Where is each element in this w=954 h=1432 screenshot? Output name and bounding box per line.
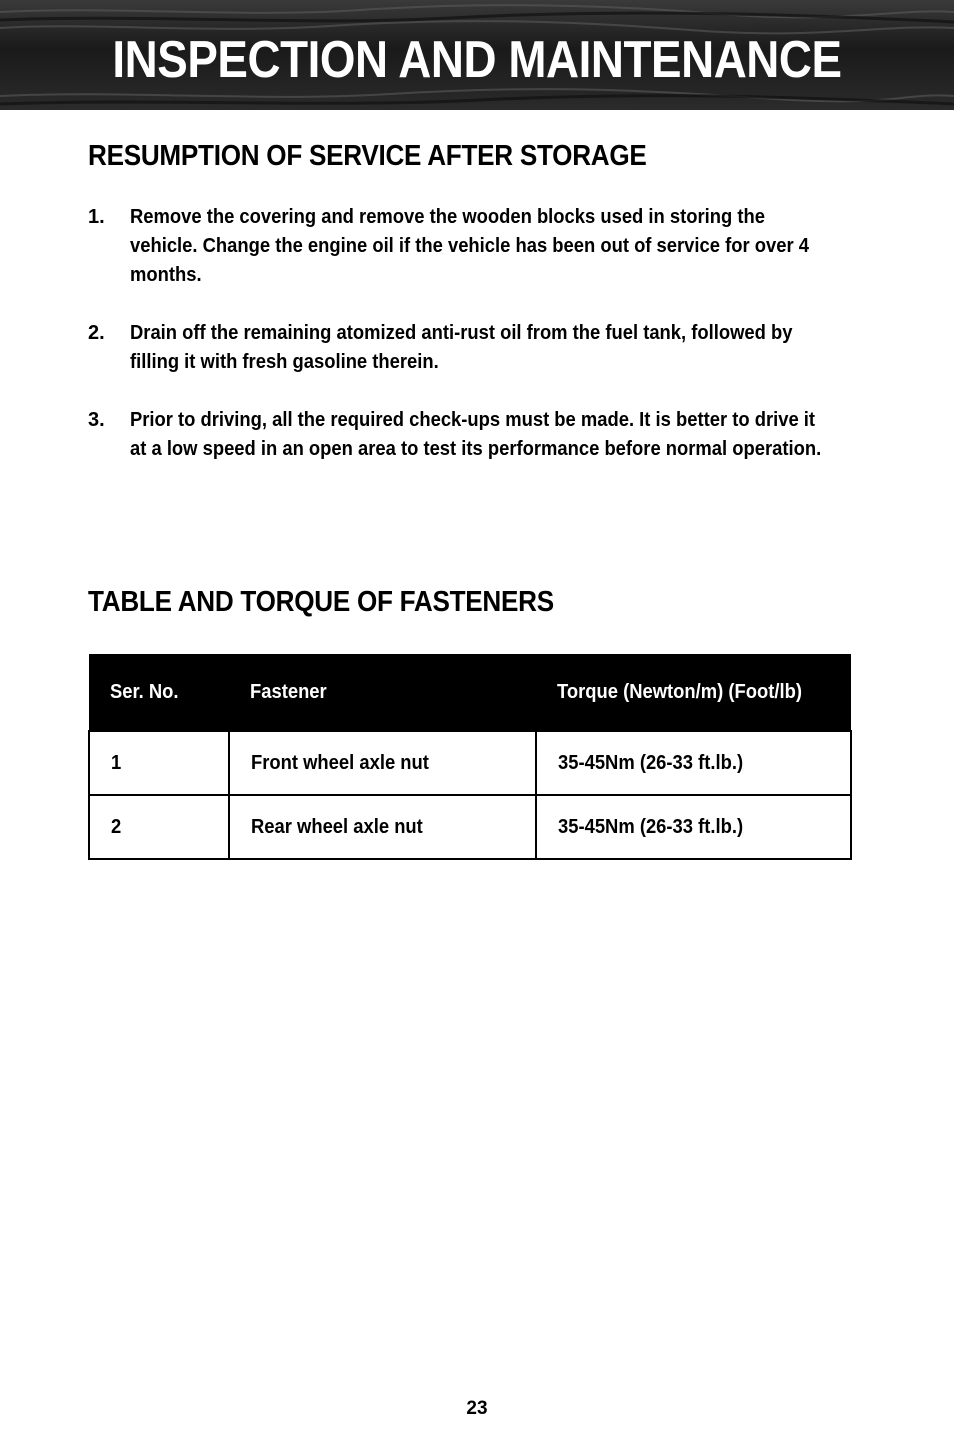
cell-ser-no: 1 (89, 731, 229, 795)
table-header-row (89, 654, 851, 731)
torque-heading: TABLE AND TORQUE OF FASTENERS (88, 586, 554, 618)
step-text: Drain off the remaining atomized anti-rust oil from the fuel tank, followed by filling it with fresh gasoline therein. (130, 322, 793, 373)
step-item (88, 406, 888, 464)
column-header-torque: Torque (Newton/m) (Foot/lb) (536, 654, 851, 731)
table-row (89, 731, 851, 795)
cell-fastener: Rear wheel axle nut (229, 795, 536, 859)
step-item (88, 319, 888, 377)
step-number: 3. (88, 409, 105, 431)
step-number: 2. (88, 322, 105, 344)
torque-table (88, 654, 852, 860)
step-text: Prior to driving, all the required check-ups must be made. It is better to drive it at a low speed in an open area to test its performance before normal operation. (130, 409, 822, 460)
step-item (88, 203, 888, 290)
resumption-heading: RESUMPTION OF SERVICE AFTER STORAGE (88, 140, 647, 172)
table-row (89, 795, 851, 859)
cell-fastener: Front wheel axle nut (229, 731, 536, 795)
page-title: INSPECTION AND MAINTENANCE (112, 31, 842, 89)
header-banner (0, 0, 954, 110)
resumption-steps-list (88, 203, 888, 493)
page-number: 23 (466, 1398, 488, 1419)
step-text: Remove the covering and remove the wooden blocks used in storing the vehicle. Change the engine oil if the vehicle has been out of service for over 4 months. (130, 206, 809, 286)
cell-ser-no: 2 (89, 795, 229, 859)
column-header-ser-no: Ser. No. (89, 654, 229, 731)
cell-torque: 35-45Nm (26-33 ft.lb.) (536, 795, 851, 859)
cell-torque: 35-45Nm (26-33 ft.lb.) (536, 731, 851, 795)
step-number: 1. (88, 206, 105, 228)
column-header-fastener: Fastener (229, 654, 536, 731)
